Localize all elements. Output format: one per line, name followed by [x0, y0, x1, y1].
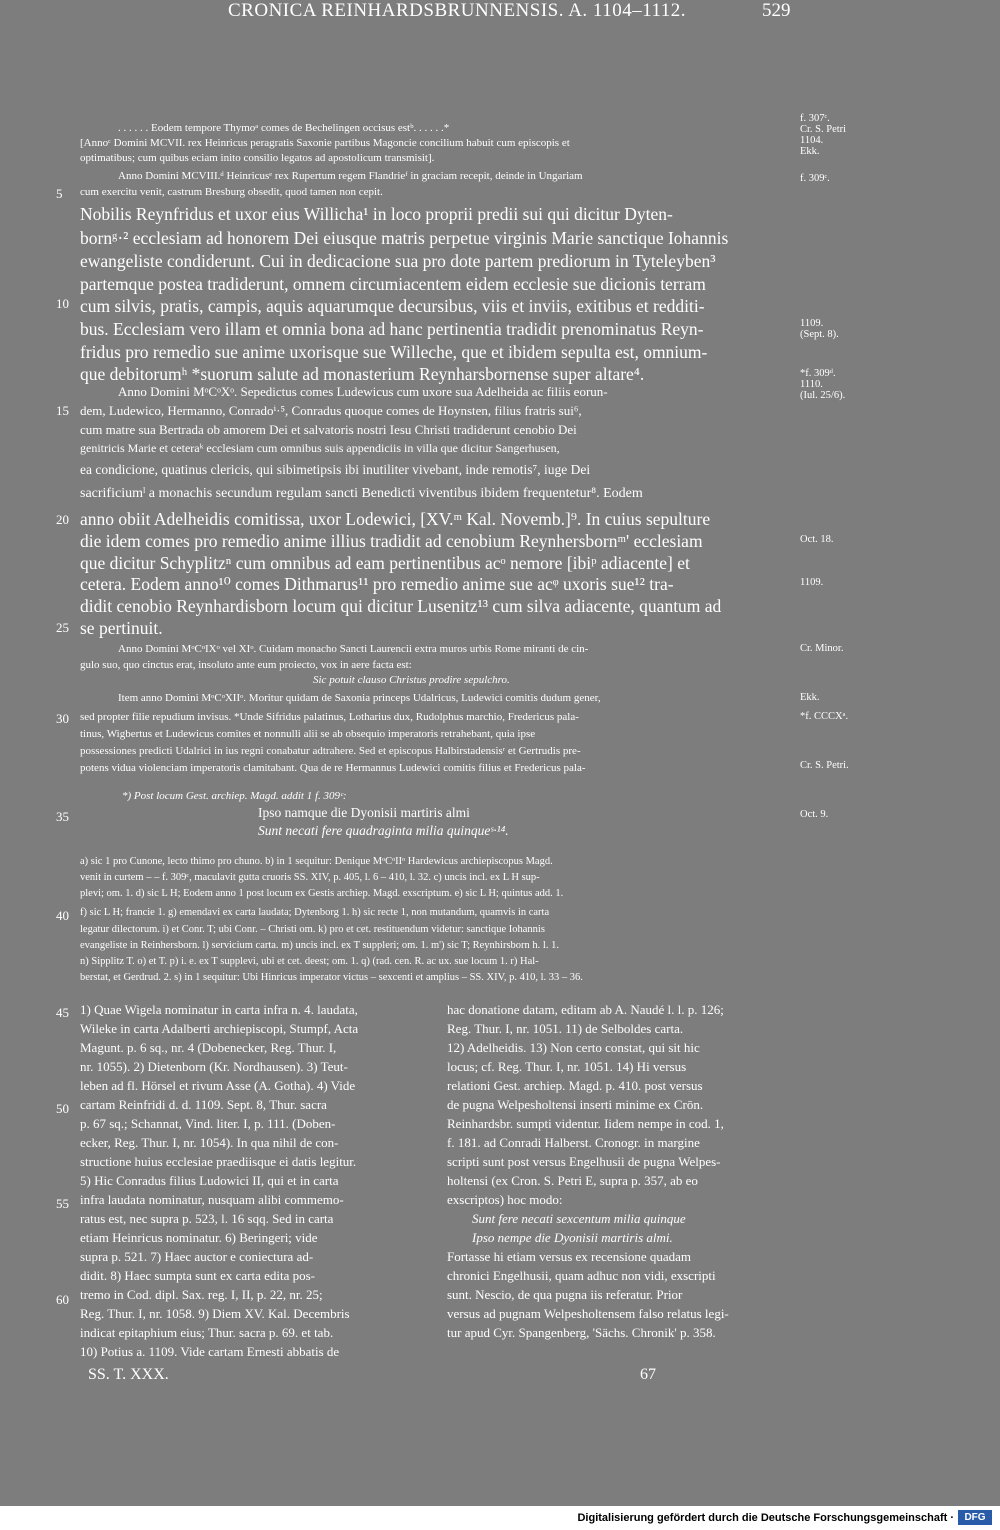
line-number: 15 [56, 403, 69, 418]
text-line: anno obiit Adelheidis comitissa, uxor Lodewici, [XV.ᵐ Kal. Novemb.]⁹. In cuius sepulture [80, 509, 711, 529]
apparatus-line: legatur dilectorum. i) et Conr. T; ubi Conr. – Christi om. k) pro et cet. restituendum videtur: sanctique Iohannis [80, 924, 545, 935]
text-line: sacrificiumˡ a monachis secundum regulam sancti Benedicti viventibus ibidem frequentetur⁸. Eodem [80, 486, 643, 501]
text-line: optimatibus; cum quibus eciam inito consilio legatos ad apostolicum transmisit]. [80, 152, 435, 164]
text-line: cetera. Eodem anno¹⁰ comes Dithmarus¹¹ pro remedio anime sue acᵠ uxoris sue¹² tra- [80, 574, 674, 594]
signature-mark: SS. T. XXX. [88, 1366, 169, 1383]
text-line: ea condicione, quatinus clericis, qui sibimetipsis ibi inutiliter vivebant, inde remotis⁷, iuge Dei [80, 462, 591, 477]
text-line: possessiones predicti Udalrici in ius regni conabatur adtrahere. Sed et episcopus Halbirstadensisʳ et Gertrudis pre- [80, 745, 581, 757]
line-number: 5 [56, 186, 63, 201]
apparatus-line: plevi; om. 1. d) sic L H; Eodem anno 1 post locum ex Gestis archiep. Magd. exscriptum. e) sic L H; quintus add. 1. [80, 888, 564, 899]
line-number: 35 [56, 809, 69, 824]
text-line: tinus, Wigbertus et Ludewicus comites et nonnulli alii se ab obsequio imperatoris retrahebant, quia ipse [80, 728, 536, 740]
note-line: nr. 1055). 2) Dietenborn (Kr. Nordhausen). 3) Teut- [80, 1059, 348, 1074]
text-line: ewangeliste condiderunt. Cui in dedicacione sua pro dote partem prediorum in Tyteleyben³ [80, 251, 716, 271]
dfg-logo: DFG [958, 1510, 992, 1525]
note-line: hac donatione datam, editam ab A. Naudé l. l. p. 126; [447, 1002, 724, 1017]
line-number: 25 [56, 620, 69, 635]
margin-note: (Iul. 25/6). [800, 390, 846, 401]
margin-note: (Sept. 8). [800, 329, 839, 340]
verse-line: Ipso namque die Dyonisii martiris almi [258, 805, 470, 820]
margin-note: Cr. S. Petri [800, 124, 847, 135]
note-line: exscriptos) hoc modo: [447, 1192, 563, 1207]
footer-text: Digitalisierung gefördert durch die Deutsche Forschungsgemeinschaft · [577, 1512, 954, 1524]
note-line: holtensi (ex Cron. S. Petri E, supra p. 357, ab eo [447, 1173, 698, 1188]
text-line: Item anno Domini MᵒCᵒXIIᵒ. Moritur quidam de Saxonia princeps Udalricus, Ludewici comitis dudum gener, [118, 692, 601, 704]
margin-note: f. 307ᶜ. [800, 113, 830, 124]
digitization-footer [0, 1506, 1000, 1530]
note-line: Wileke in carta Adalberti archiepiscopi, Stumpf, Acta [80, 1021, 359, 1036]
note-line: indicat epitaphium eius; Thur. sacra p. 69. et tab. [80, 1325, 334, 1340]
note-line: leben ad fl. Hörsel et rivum Asse (A. Gotha). 4) Vide [80, 1078, 356, 1093]
line-number: 40 [56, 908, 69, 923]
text-line: cum matre sua Bertrada ob amorem Dei et salvatoris nostri Iesu Christi tradiderunt cenobio Dei [80, 422, 577, 437]
note-line: sunt. Nescio, de qua pugna iis referatur. Prior [447, 1287, 683, 1302]
line-number: 45 [56, 1005, 69, 1020]
page-number: 529 [762, 0, 791, 21]
apparatus-line: evangeliste in Reinhersborn. l) servicium carta. m) uncis incl. ex T suppleri; om. 1. m') sic T; Reynhirsborn h. l. 1. [80, 940, 559, 951]
line-number: 10 [56, 296, 69, 311]
text-line: . . . . . . Eodem tempore Thymoᵃ comes de Bechelingen occisus estᵇ. . . . . .* [118, 122, 450, 134]
line-number: 50 [56, 1101, 69, 1116]
line-number: 60 [56, 1292, 69, 1307]
note-line: Magunt. p. 6 sq., nr. 4 (Dobenecker, Reg. Thur. I, [80, 1040, 337, 1055]
apparatus-line: f) sic L H; francie 1. g) emendavi ex carta laudata; Dytenborg 1. h) sic recte 1, non mutandum, quamvis in carta [80, 907, 550, 918]
verse-line: Ipso nempe die Dyonisii martiris almi. [472, 1230, 673, 1245]
text-line: die idem comes pro remedio anime illius tradidit ad cenobium Reynhersbornᵐ' ecclesiam [80, 531, 703, 551]
text-line: cum silvis, pratis, campis, aquis aquarumque decursibus, viis et inviis, exitibus et redditi- [80, 296, 705, 316]
note-line: supra p. 521. 7) Haec auctor e coniectura ad- [80, 1249, 314, 1264]
note-line: tremo in Cod. dipl. Sax. reg. I, II, p. 22, nr. 25; [80, 1287, 323, 1302]
margin-note: 1110. [800, 379, 823, 390]
header-title: CRONICA REINHARDSBRUNNENSIS. A. 1104–1112. [228, 0, 687, 21]
note-line: f. 181. ad Conradi Halberst. Cronogr. in margine [447, 1135, 700, 1150]
text-line: sed propter filie repudium invisus. *Unde Sifridus palatinus, Lotharius dux, Rudolphus marchio, Fredericus pala- [80, 711, 579, 723]
note-line: 5) Hic Conradus filius Ludowici II, qui et in carta [80, 1173, 339, 1188]
note-line: Reg. Thur. I, nr. 1051. 11) de Selboldes carta. [447, 1021, 684, 1036]
note-line: p. 67 sq.; Schannat, Vind. liter. I, p. 111. (Doben- [80, 1116, 336, 1131]
text-line: Anno Domini MCVIII.ᵈ Heinricusᵉ rex Rupertum regem Flandrieᶠ in graciam recepit, deinde in Ungariam [118, 170, 583, 182]
apparatus-line: berstat, et Gerdrud. 2. s) in 1 sequitur: Ubi Hinricus imperator victus – sexcenti et amplius – SS. XIV, p. 410, l. 33 – 36. [80, 972, 583, 983]
note-line: structione huius ecclesiae praediisque ei datis legitur. [80, 1154, 357, 1169]
apparatus-line: n) Sipplitz T. o) et T. p) i. e. ex T supplevi, ubi et cet. deest; om. 1. q) (rad. cen. R. ac ux. sue locum 1. r) Hal- [80, 956, 539, 967]
line-number: 20 [56, 512, 69, 527]
note-line: tur apud Cyr. Spangenberg, 'Sächs. Chronik' p. 358. [447, 1325, 716, 1340]
note-line: Reinhardsbr. sumpti videntur. Iidem nempe in cod. 1, [447, 1116, 724, 1131]
text-line: que dicitur Schyplitzⁿ cum omnibus ad eam pertinentibus acᵒ nemore [ibiᵖ adiacente] et [80, 553, 690, 573]
margin-note: f. 309ᶜ. [800, 173, 830, 184]
text-line: potens vidua violenciam imperatoris clamitabant. Qua de re Hermannus Ludewici comitis filius et Fredericus pala- [80, 762, 586, 774]
text-line: que debitorumʰ *suorum salute ad monasterium Reynharsbornense super altare⁴. [80, 364, 645, 384]
note-line: Fortasse hi etiam versus ex recensione quadam [447, 1249, 692, 1264]
signature-number: 67 [640, 1366, 656, 1383]
note-line: ecker, Reg. Thur. I, nr. 1054). In qua nihil de con- [80, 1135, 339, 1150]
note-line: 10) Potius a. 1109. Vide cartam Ernesti abbatis de [80, 1344, 340, 1359]
note-line: cartam Reinfridi d. d. 1109. Sept. 8, Thur. sacra [80, 1097, 327, 1112]
apparatus-line: venit in curtem – – f. 309ᶜ, maculavit gutta cruoris SS. XIV, p. 405, l. 6 – 410, l. 32. c) uncis incl. ex L H sup- [80, 872, 540, 883]
note-line: scripti sunt post versus Engelhusii de pugna Welpes- [447, 1154, 721, 1169]
note-line: versus ad pugnam Welpesholtensem falso relatus legi- [447, 1306, 729, 1321]
text-line: bornᵍ·² ecclesiam ad honorem Dei eiusque matris perpetue virginis Marie sanctique Iohannis [80, 228, 729, 248]
margin-note: *f. CCCXᵃ. [800, 711, 849, 722]
note-line: Reg. Thur. I, nr. 1058. 9) Diem XV. Kal. Decembris [80, 1306, 350, 1321]
note-line: locus; cf. Reg. Thur. I, nr. 1051. 14) Hi versus [447, 1059, 687, 1074]
margin-note: 1104. [800, 135, 824, 146]
margin-note: Cr. Minor. [800, 643, 844, 654]
asterisk-note: *) Post locum Gest. archiep. Magd. addit 1 f. 309ᶜ: [122, 790, 347, 802]
text-line: dem, Ludewico, Hermanno, Conradoⁱ·⁵, Conradus quoque comes de Hoynsten, filius fratris sui⁶, [80, 403, 582, 418]
margin-note: Oct. 9. [800, 809, 829, 820]
note-line: 1) Quae Wigela nominatur in carta infra n. 4. laudata, [80, 1002, 358, 1017]
apparatus-line: a) sic 1 pro Cunone, lecto thimo pro chuno. b) in 1 sequitur: Denique MᵒCᵒIIᵒ Hardewicus archiepiscopus Magd. [80, 856, 553, 867]
text-line: partemque postea tradiderunt, omnem circumiacentem eidem ecclesie sue dicionis terram [80, 274, 706, 294]
margin-note: *f. 309ᵈ. [800, 368, 836, 379]
text-line: gulo suo, quo cinctus erat, insoluto ante eum proiecto, vox in aere facta est: [80, 659, 412, 671]
margin-note: Ekk. [800, 692, 820, 703]
line-number: 30 [56, 711, 69, 726]
margin-note: Cr. S. Petri. [800, 760, 849, 771]
note-line: didit. 8) Haec sumpta sunt ex carta edita pos- [80, 1268, 316, 1283]
note-line: 12) Adelheidis. 13) Non certo constat, qui sit hic [447, 1040, 700, 1055]
verse-line: Sic potuit clauso Christus prodire sepulchro. [313, 674, 510, 686]
note-line: etiam Heinricus nominatur. 6) Beringeri; vide [80, 1230, 318, 1245]
note-line: chronici Engelhusii, quam adhuc non vidi, exscripti [447, 1268, 716, 1283]
text-line: [Annoᶜ Domini MCVII. rex Heinricus peragratis Saxonie partibus Magoncie concilium habuit cum episcopis et [80, 137, 570, 149]
margin-note: Oct. 18. [800, 534, 834, 545]
text-line: Anno Domini MᵒCᵒXᵒ. Sepedictus comes Ludewicus cum uxore sua Adelheida ac filiis eorun- [118, 384, 608, 399]
text-line: didit cenobio Reynhardisborn locum qui dicitur Lusenitz¹³ cum silva adiacente, quantum ad [80, 596, 722, 616]
text-line: bus. Ecclesiam vero illam et omnia bona ad hanc pertinentia tradidit prenominatus Reyn- [80, 319, 704, 339]
verse-line: Sunt fere necati sexcentum milia quinque [472, 1211, 686, 1226]
text-line: genitricis Marie et ceteraᵏ ecclesiam cum omnibus suis appendiciis in villa que dicitur Sangerhusen, [80, 441, 560, 455]
text-line: se pertinuit. [80, 618, 163, 638]
line-number: 55 [56, 1196, 69, 1211]
text-line: Nobilis Reynfridus et uxor eius Willicha¹ in loco proprii predii sui qui dicitur Dyten- [80, 204, 673, 224]
text-line: cum exercitu venit, castrum Bresburg obsedit, quod tamen non cepit. [80, 186, 383, 198]
margin-note: 1109. [800, 577, 824, 588]
text-line: fridus pro remedio sue anime uxorisque sue Willeche, que et ibidem sepulta est, omnium- [80, 342, 708, 362]
note-line: ratus est, nec supra p. 523, l. 16 sqq. Sed in carta [80, 1211, 334, 1226]
margin-note: Ekk. [800, 146, 820, 157]
verse-line: Sunt necati fere quadraginta milia quinqueˢ·¹⁴. [258, 823, 509, 838]
note-line: de pugna Welpesholtensi inserti minime ex Crōn. [447, 1097, 704, 1112]
note-line: relationi Gest. archiep. Magd. p. 410. post versus [447, 1078, 703, 1093]
margin-note: 1109. [800, 318, 824, 329]
text-line: Anno Domini MᵒCᵒIXᵒ vel XIᵒ. Cuidam monacho Sancti Laurencii extra muros urbis Rome miranti de cin- [118, 643, 589, 655]
note-line: infra laudata nominatur, nusquam alibi commemo- [80, 1192, 344, 1207]
running-header [0, 0, 1000, 26]
